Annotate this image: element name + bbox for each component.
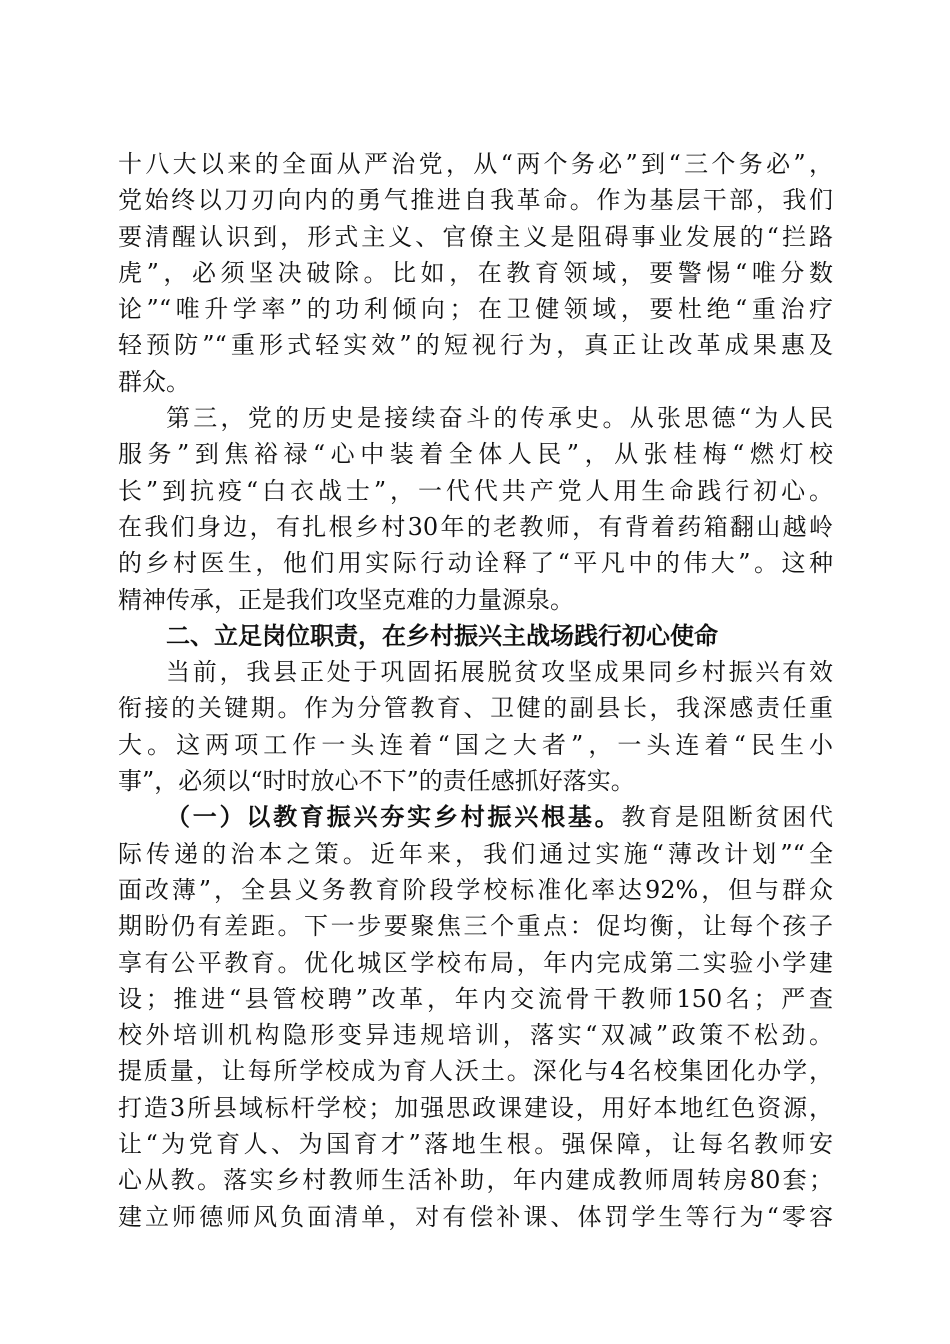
text-line: 党始终以刀刃向内的勇气推进自我革命。作为基层干部，我们 [118,186,833,215]
text-line: 在我们身边，有扎根乡村30年的老教师，有背着药箱翻山越岭 [118,512,833,541]
text-line: 际传递的治本之策。近年来，我们通过实施“薄改计划”“全 [118,839,833,868]
paragraph-education-revitalization [118,799,833,1235]
text-line: 要清醒认识到，形式主义、官僚主义是阻碍事业发展的“拦路 [118,222,833,251]
text-line: 衔接的关键期。作为分管教育、卫健的副县长，我深感责任重 [118,694,833,723]
text-line: 设；推进“县管校聘”改革，年内交流骨干教师150名；严查 [118,984,833,1013]
section-heading: 二、立足岗位职责，在乡村振兴主战场践行初心使命 [166,620,718,650]
paragraph-current-situation [118,654,833,799]
text-line: 长”到抗疫“白衣战士”，一代代共产党人用生命践行初心。 [118,476,833,505]
text-line: 虎”，必须坚决破除。比如，在教育领域，要警惕“唯分数 [118,258,833,287]
text-line: 让“为党育人、为国育才”落地生根。强保障，让每名教师安 [118,1130,833,1159]
text-line: 建立师德师风负面清单，对有偿补课、体罚学生等行为“零容 [118,1202,833,1231]
text-line: 轻预防”“重形式轻实效”的短视行为，真正让改革成果惠及 [118,331,833,360]
text-line: 当前，我县正处于巩固拓展脱贫攻坚成果同乡村振兴有效 [166,658,833,687]
paragraph-party-self-revolution [118,146,833,400]
text-line: 群众。 [118,367,190,396]
paragraph-third-inheritance [118,400,833,618]
text-line: 大。这两项工作一头连着“国之大者”，一头连着“民生小 [118,730,833,759]
text-line: 第三，党的历史是接续奋斗的传承史。从张思德“为人民 [166,404,833,433]
text-run: 教育是阻断贫困代 [621,803,834,832]
text-line: 心从教。落实乡村教师生活补助，年内建成教师周转房80套； [118,1166,833,1195]
text-line: 打造3所县域标杆学校；加强思政课建设，用好本地红色资源， [118,1093,833,1122]
text-line: 精神传承，正是我们攻坚克难的力量源泉。 [118,585,574,614]
text-line: 校外培训机构隐形变异违规培训，落实“双减”政策不松劲。 [118,1021,833,1050]
text-line: 享有公平教育。优化城区学校布局，年内完成第二实验小学建 [118,948,833,977]
document-page [118,146,833,1235]
text-line: 十八大以来的全面从严治党，从“两个务必”到“三个务必”， [118,150,833,178]
text-line: 服务”到焦裕禄“心中装着全体人民”，从张桂梅“燃灯校 [118,440,833,469]
text-line: 事”，必须以“时时放心不下”的责任感抓好落实。 [118,767,635,796]
text-line: 面改薄”，全县义务教育阶段学校标准化率达92%，但与群众 [118,875,833,904]
text-line: 论”“唯升学率”的功利倾向；在卫健领域，要杜绝“重治疗 [118,295,833,324]
subsection-heading: （一）以教育振兴夯实乡村振兴根基。 [166,802,622,832]
text-line: 提质量，让每所学校成为育人沃土。深化与4名校集团化办学， [118,1057,833,1086]
text-line: 的乡村医生，他们用实际行动诠释了“平凡中的伟大”。这种 [118,549,833,578]
text-line: 期盼仍有差距。下一步要聚焦三个重点：促均衡，让每个孩子 [118,912,833,941]
text-line [118,799,833,835]
